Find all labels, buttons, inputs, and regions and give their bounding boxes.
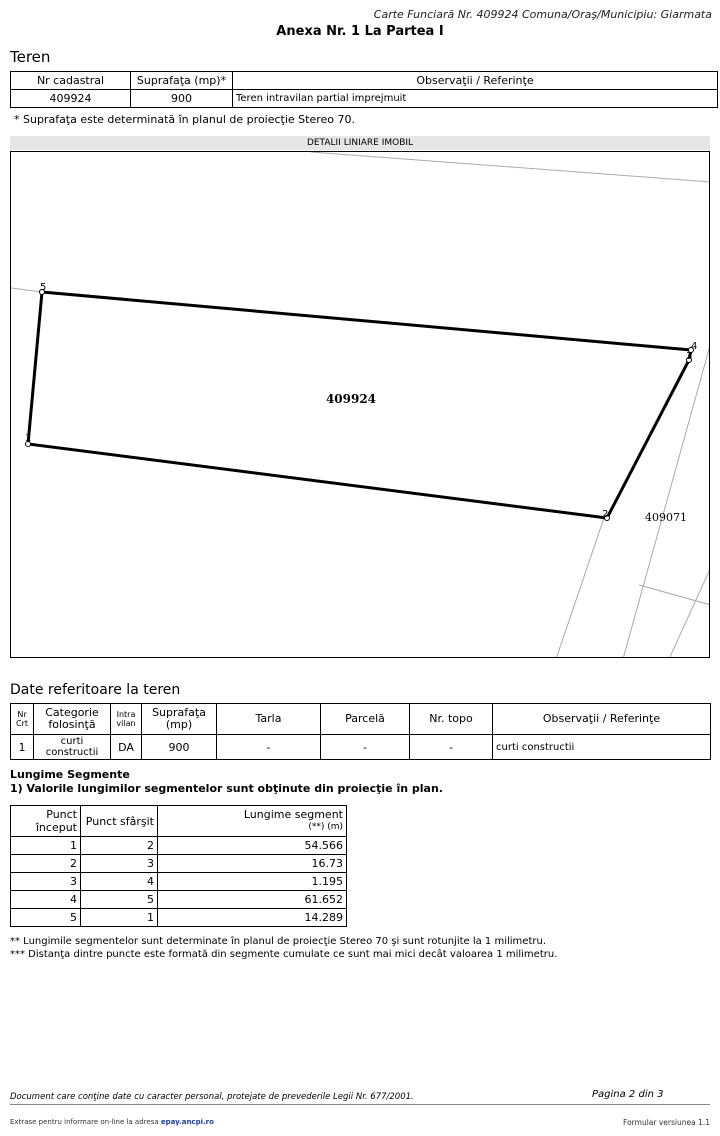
segment-section — [10, 768, 443, 796]
point-label-1: 1 — [25, 433, 32, 444]
annex-title: Anexa Nr. 1 La Partea I — [276, 24, 444, 39]
point-label-2: 2 — [602, 509, 609, 520]
footer-disclaimer: Document care conţine date cu caracter personal, protejate de prevederile Legii Nr. 677/2001. — [10, 1092, 414, 1102]
cell-start: 1 — [11, 837, 81, 855]
segment-title: Lungime Segmente — [10, 768, 130, 781]
col-nr-cadastral: Nr cadastral — [11, 72, 131, 90]
cell-intravilan: DA — [111, 735, 142, 760]
table-row — [11, 837, 347, 855]
segment-note-1: ** Lungimile segmentelor sunt determinate în planul de proiecţie Stereo 70 şi sunt rotunjite la 1 milimetru. — [10, 936, 546, 947]
segment-table — [10, 805, 347, 927]
cell-end: 3 — [81, 855, 158, 873]
cell-suprafata: 900 — [142, 735, 217, 760]
table-row — [11, 873, 347, 891]
form-version: Formular versiunea 1.1 — [623, 1118, 710, 1127]
col-parcela: Parcelă — [321, 704, 410, 735]
cell-observatii: curti constructii — [493, 735, 711, 760]
neighbor-boundary — [311, 152, 710, 182]
page-number: Pagina 2 din 3 — [592, 1089, 664, 1100]
cell-end: 5 — [81, 891, 158, 909]
cell-length: 1.195 — [158, 873, 347, 891]
col-intravilan: Intra vilan — [111, 704, 142, 735]
cell-end: 4 — [81, 873, 158, 891]
cell-length: 61.652 — [158, 891, 347, 909]
table-row — [11, 90, 718, 108]
cell-length: 16.73 — [158, 855, 347, 873]
col-punct-sfarsit: Punct sfârşit — [81, 806, 158, 837]
extract-prefix: Extrase pentru informare on-line la adresa — [10, 1118, 159, 1126]
cell-start: 5 — [11, 909, 81, 927]
parcel-number-label: 409924 — [325, 392, 377, 406]
table-row — [11, 891, 347, 909]
cf-header-line: Carte Funciară Nr. 409924 Comuna/Oraş/Municipiu: Giarmata — [373, 8, 712, 21]
cell-start: 3 — [11, 873, 81, 891]
cell-tarla: - — [217, 735, 321, 760]
footer-divider — [10, 1104, 710, 1105]
suprafata-note: * Suprafaţa este determinată în planul de proiecţie Stereo 70. — [14, 113, 356, 126]
cell-observatii: Teren intravilan partial imprejmuit — [233, 90, 718, 108]
segment-subtitle: 1) Valorile lungimilor segmentelor sunt obţinute din proiecţie în plan. — [10, 782, 443, 795]
point-label-3: 3 — [686, 351, 693, 362]
col-suprafata: Suprafaţa (mp)* — [131, 72, 233, 90]
table-row — [11, 909, 347, 927]
col-observatii-referinte: Observaţii / Referinţe — [493, 704, 711, 735]
col-tarla: Tarla — [217, 704, 321, 735]
cell-cadastral: 409924 — [11, 90, 131, 108]
neighbor-boundary — [639, 585, 710, 605]
neighbor-boundary — [556, 515, 605, 658]
neighbor-boundary — [623, 342, 710, 658]
parcel-map-drawing — [11, 152, 710, 658]
col-suprafata-mp: Suprafaţa (mp) — [142, 704, 217, 735]
map-title: DETALII LINIARE IMOBIL — [10, 136, 710, 150]
point-label-5: 5 — [40, 282, 47, 293]
teren-table — [10, 71, 718, 108]
segment-note-2: *** Distanţa dintre puncte este formată din segmente cumulate ce sunt mai mici decât valoarea 1 milimetru. — [10, 949, 558, 960]
cell-categorie: curti constructii — [34, 735, 111, 760]
col-lungime — [158, 806, 347, 837]
teren-section-title: Teren — [10, 48, 51, 66]
cell-start: 2 — [11, 855, 81, 873]
date-teren-title: Date referitoare la teren — [10, 682, 181, 698]
cell-length: 54.566 — [158, 837, 347, 855]
col-lungime-label: Lungime segment — [243, 808, 343, 821]
cell-end: 1 — [81, 909, 158, 927]
table-row — [11, 735, 711, 760]
parcel-map — [10, 151, 710, 658]
footer-extract — [10, 1118, 214, 1126]
col-nr-crt: Nr Crt — [11, 704, 34, 735]
cell-nr: 1 — [11, 735, 34, 760]
col-nr-topo: Nr. topo — [410, 704, 493, 735]
point-label-4: 4 — [691, 341, 698, 352]
cell-parcela: - — [321, 735, 410, 760]
col-categorie: Categorie folosinţă — [34, 704, 111, 735]
neighbor-parcel-label: 409071 — [645, 511, 687, 524]
cell-nr-topo: - — [410, 735, 493, 760]
cell-suprafata: 900 — [131, 90, 233, 108]
col-punct-inceput: Punct început — [11, 806, 81, 837]
segment-notes — [10, 935, 557, 961]
cell-end: 2 — [81, 837, 158, 855]
col-observatii: Observaţii / Referinţe — [233, 72, 718, 90]
col-lungime-unit: (**) (m) — [308, 822, 343, 832]
neighbor-boundary — [11, 288, 42, 292]
neighbor-boundary — [669, 567, 710, 658]
extract-site-link[interactable]: epay.ancpi.ro — [160, 1118, 214, 1126]
table-row — [11, 855, 347, 873]
date-teren-table — [10, 703, 711, 760]
cell-length: 14.289 — [158, 909, 347, 927]
cell-start: 4 — [11, 891, 81, 909]
